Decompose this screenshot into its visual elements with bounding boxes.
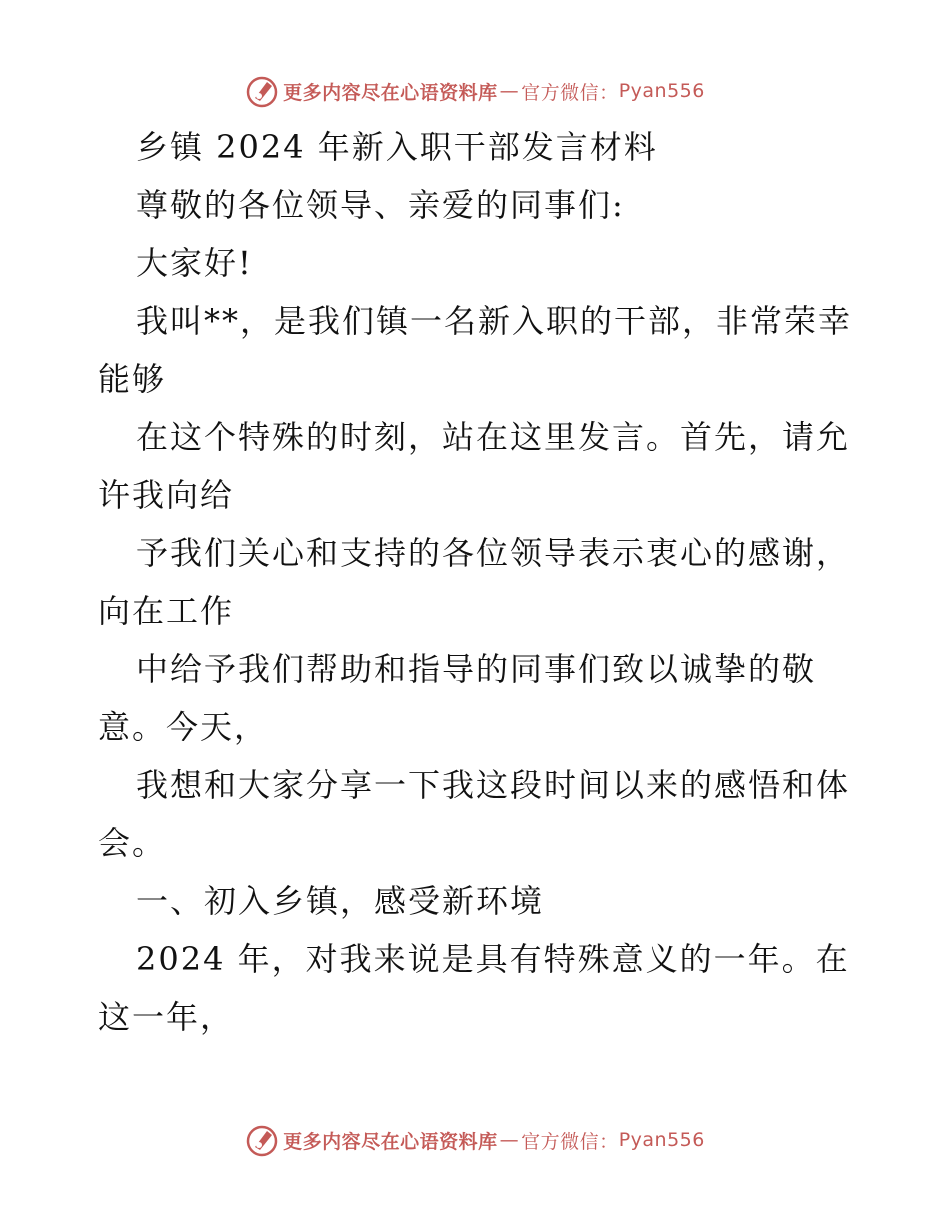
pen-nib-logo-icon: [245, 1123, 279, 1157]
paragraph-line: 2024 年，对我来说是具有特殊意义的一年。在: [136, 940, 850, 978]
paragraph-line: 我想和大家分享一下我这段时间以来的感悟和体: [136, 766, 851, 804]
banner-wechat-label: 官方微信：: [521, 81, 619, 104]
salutation: 尊敬的各位领导、亲爱的同事们:: [136, 186, 625, 224]
paragraph-line: 这一年，: [98, 998, 235, 1036]
banner-wechat-id: Pyan556: [618, 1129, 705, 1151]
document-title: 乡镇 2024 年新入职干部发言材料: [136, 128, 658, 166]
paragraph-line: 能够: [98, 360, 167, 398]
section-heading: 一、初入乡镇，感受新环境: [136, 882, 545, 920]
banner-dash: —: [499, 1129, 520, 1151]
paragraph-line: 意。今天，: [98, 708, 269, 746]
footer-watermark-banner: [0, 1120, 950, 1160]
banner-dash: —: [499, 80, 520, 102]
document-body: [98, 118, 868, 1046]
header-watermark-banner: [0, 71, 950, 111]
paragraph-line: 在这个特殊的时刻，站在这里发言。首先，请允: [136, 418, 851, 456]
paragraph-line: 向在工作: [98, 592, 235, 630]
greeting: 大家好!: [136, 244, 253, 282]
paragraph-line: 许我向给: [98, 476, 235, 514]
pen-nib-logo-icon: [245, 74, 279, 108]
banner-site-text: 更多内容尽在心语资料库: [283, 1130, 498, 1153]
paragraph-line: 会。: [98, 824, 167, 862]
paragraph-line: 我叫**，是我们镇一名新入职的干部，非常荣幸: [136, 302, 853, 340]
banner-wechat-id: Pyan556: [618, 80, 705, 102]
paragraph-line: 中给予我们帮助和指导的同事们致以诚挚的敬: [136, 650, 817, 688]
paragraph-line: 予我们关心和支持的各位领导表示衷心的感谢，: [136, 534, 851, 572]
banner-wechat-label: 官方微信：: [521, 1130, 619, 1153]
banner-site-text: 更多内容尽在心语资料库: [283, 81, 498, 104]
